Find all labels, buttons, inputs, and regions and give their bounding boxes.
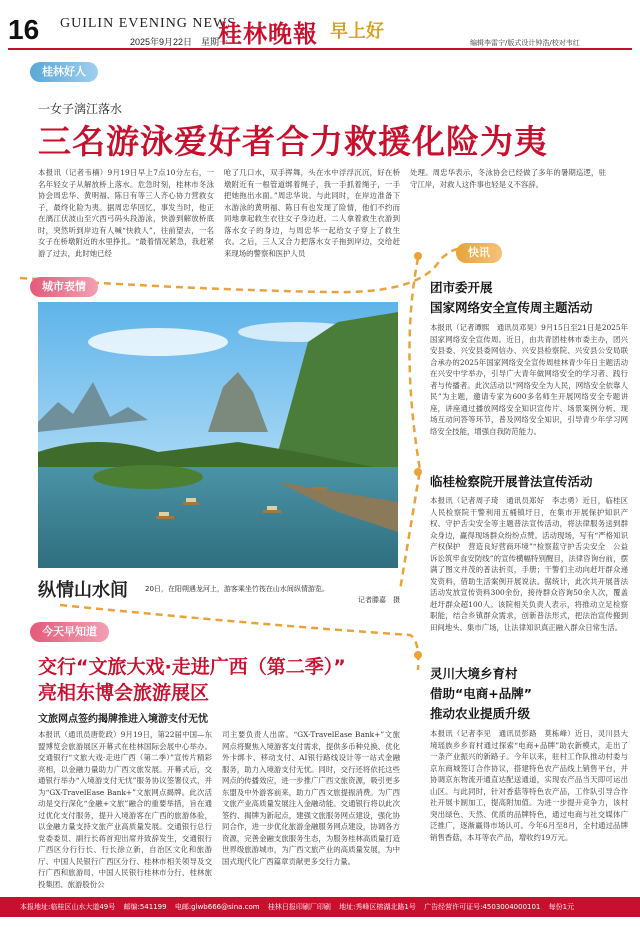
photo-caption [145, 584, 400, 606]
photo-tag: 城市表情 [30, 277, 98, 297]
news2-title: 临桂检察院开展普法宣传活动 [430, 474, 593, 489]
news3-title-line1: 灵川大境乡育村 [430, 666, 518, 681]
news1-body: 本报讯（记者谭熙 通讯员邓昊）9月15日至21日是2025年国家网络安全宣传周。近日，由共青团桂林市委主办，团兴安县委、兴安县委网信办、兴安县检察院、兴安县公安局联合承办的2025年国家网络安全宣传周桂林青少年日主题活动在兴安中学举办，引导广大青年做网络安全的学习者、践行者与传播者。此次活动以“网络安全为人民，网络安全依靠人民”为主题，邀请专家为600多名师生开展网络安全专题讲座，讲座通过播放网络安全知识宣传片、场景案例分析、现场互动问答等环节，普及网络安全知识，引导青少年学习网络安全技能，增强自我防范能力。 [430, 323, 628, 436]
news2-body: 本报讯（记者周子琦 通讯员郑好 李志勇）近日，临桂区人民检察院干警利用五桶镇圩日，在集市开展保护知识产权、守护舌尖安全等主题普法宣传活动，将法律服务送到群众身边，赢得现场群众纷纷点赞。活动现场，写有“严格知识产权保护 营造良好营商环境”“检察蓝守护舌尖安全 公益诉讼筑牢食安防线”的宣传横幅特别醒目，法律咨询台前，摆满了图文并茂的普法折页，手册；干警们主动向赶圩群众递发资料，借助生活案例开展说法。据统计，此次共开展普法活动发放宣传资料300余份，接待群众咨询50余人次，覆盖赶圩群众超100人。该院相关负责人表示，将推动立足检察职能，结合乡镇群众需求，创新普法形式，把法治宣传搬到田间地头、集市广场，让法律知识真正融入群众日常生活。 [430, 496, 628, 632]
news1-title-line1: 团市委开展 [430, 280, 493, 295]
footer-printer: 桂林日报印刷厂印刷 [267, 903, 331, 911]
paper-name: GUILIN EVENING NEWS [60, 16, 237, 31]
header-rule [8, 48, 632, 50]
editor-credits: 编辑李雷宁/版式设计钟浩/校对韦红 [470, 39, 580, 47]
news3-title-line2: 借助“电商+品牌” [430, 686, 532, 701]
story1-column-2: 呛了几口水，双手挥舞，头在水中浮浮沉沉，好在桥墩附近有一根管道绑着绳子，我一手抓着绳子，一手把她拖出水面。”周忠华说。与此同时，在岸边准备下水游泳的黄明福、陈日有也发现了险情，他们不约而同地拿起救生衣往女子身边赶。二人拿着救生衣游到落水女子的身边，与周忠华一起给女子穿上了救生衣。之后，三人又合力把落水女子拖到岸边，交给赶来现场的警察和医护人员 [224, 168, 400, 258]
news3-body: 本报讯（记者李见 通讯员彭路 莫栋峰）近日，灵川县大境瑶族乡乡育村通过探索“电商+品牌”助农新模式，走出了一条产业振兴的新路子。今年以来，驻村工作队推动村委与京东商城签订合作协议，搭建特色农产品线上销售平台，并协调京东物流开通直达配送通道，实现农产品当天即可运出山区。与此同时，针对香菇等特色农产品，工作队引导合作社开展卡制加工，提高附加值。为进一步提升竞争力，该村突出绿色、天然、优质的品牌特色，通过电商与社交媒体广泛推广，逐渐赢得市场认可。今年6月至8月，全村通过品牌销售香菇，本耳等农产品，增收约19万元。 [430, 729, 628, 842]
sidebar-tag: 快讯 [456, 243, 502, 263]
footer-printer-address: 地址:秀峰区榕湖北路1号 [339, 903, 416, 911]
story1-column-3: 处理。周忠华表示，冬泳协会已经做了多年的暑期巡逻，驻守江岸，对救人这件事也轻是义不容辞。 [410, 168, 606, 189]
landscape-photo [38, 302, 398, 568]
story2-column-1: 本报讯（通讯员唐乾政）9月19日，第22届中国—东盟博览会旅游展区开幕式在桂林国际会展中心举办。交通银行“文旅大戏·走进广西（第二季）”宣传片精彩亮相，以金融力量助力广西文旅发展。开幕式后，交通银行举办“入境游支付无忧”服务协议签署仪式，并为“GX-TravelEase Bank+”文旅网点揭牌。此次活动是交行深化“金融+文旅”融合的重要举措，旨在通过优化支付服务，提升入境游客在广西的旅游体验，以金融力量支持文旅产业高质量发展。交通银行总行党委委员、副行长蒋首迎出席并致辞发生，交通银行广西区分行行长、行长徐立新，自治区文化和旅游厅、中国人民银行广西区分行、桂林市相关领导及交行广西和旅游局、中国人民银行桂林市分行、桂林旅投集团、旅游股份公 [38, 730, 212, 889]
story2-headline-line2: 亮相东博会旅游展区 [38, 682, 210, 704]
footer-address: 本报地址:临桂区山水大道49号 [20, 903, 116, 911]
story2-subtitle: 文旅网点签约揭牌推进入境游支付无忧 [38, 714, 208, 725]
section-name: 早上好 [330, 21, 384, 42]
footer-postcode: 邮编:541199 [123, 903, 167, 911]
issue-date: 2025年9月22日 星期一 [130, 37, 229, 47]
story2-column-2: 司主要负责人出席。“GX-TravelEase Bank+”文旅网点将聚焦入境游客支付需求，提供多币种兑换、优化外卡绑卡、移动支付、AI银行路线设计等一站式金融服务，助力入境游支付无忧。同时，交行还将依托这些网点的传播效应，进一步推广广西文旅资源，吸引更多东盟及中外游客前来，助力广西文旅提振消费。为广西文旅产业高质量发展注入金融动能。交通银行将以此次签约、揭牌为新起点，建强文旅服务网点建设，强化协同合作，进一步优化旅游金融服务网点建设，协调各方资源，完善金融支旅服务生态，为服务桂林高质量打造世界级旅游城市，为广西文旅产业的高质量发展，为中国式现代化广西篇章贡献更多交行力量。 [222, 730, 400, 866]
page-number: 16 [8, 14, 40, 45]
photo-title: 纵情山水间 [38, 580, 128, 601]
story1-column-1: 本报讯（记者韦楠）9月19日早上7点10分左右，一名年轻女子从解放桥上落水。危急时刻，桂林市冬泳协会周忠华、黄明福、陈日有等三人齐心协力营救女子，最终化险为夷。据周忠华回忆，事发当时，他正在漓江伏波山至穴西弓码头段游泳，快游到解放桥底时，突然听到岸边有人喊“快救人”，往前望去，一名女子在桥墩附近的水里挣扎。“最着情况紧急，我赶紧游了过去，此时她已经 [38, 168, 214, 258]
story1-headline: 三名游泳爱好者合力救援化险为夷 [38, 122, 548, 161]
footer-email: 电邮:glwb666@sina.com [174, 903, 260, 911]
footer-bar [0, 897, 640, 917]
story2-headline-line1: 交行“文旅大戏·走进广西（第二季）” [38, 656, 346, 678]
brand-logo: 桂林晚報 [218, 20, 318, 48]
footer-price: 每份1元 [548, 903, 575, 911]
story2-tag: 今天早知道 [30, 622, 109, 642]
footer-license: 广告经营许可证号:4503004000101 [424, 903, 541, 911]
news3-title-line3: 推动农业提质升级 [430, 706, 531, 721]
photo-credit: 记者滕嘉 摄 [358, 596, 400, 604]
photo-caption-text: 20日，在阳朔遇龙河上，游客乘坐竹筏在山水间纵情游览。 [145, 585, 329, 593]
story1-kicker: 一女子漓江落水 [38, 102, 123, 116]
story1-tag: 桂林好人 [30, 62, 98, 82]
news1-title-line2: 国家网络安全宣传周主题活动 [430, 300, 593, 315]
